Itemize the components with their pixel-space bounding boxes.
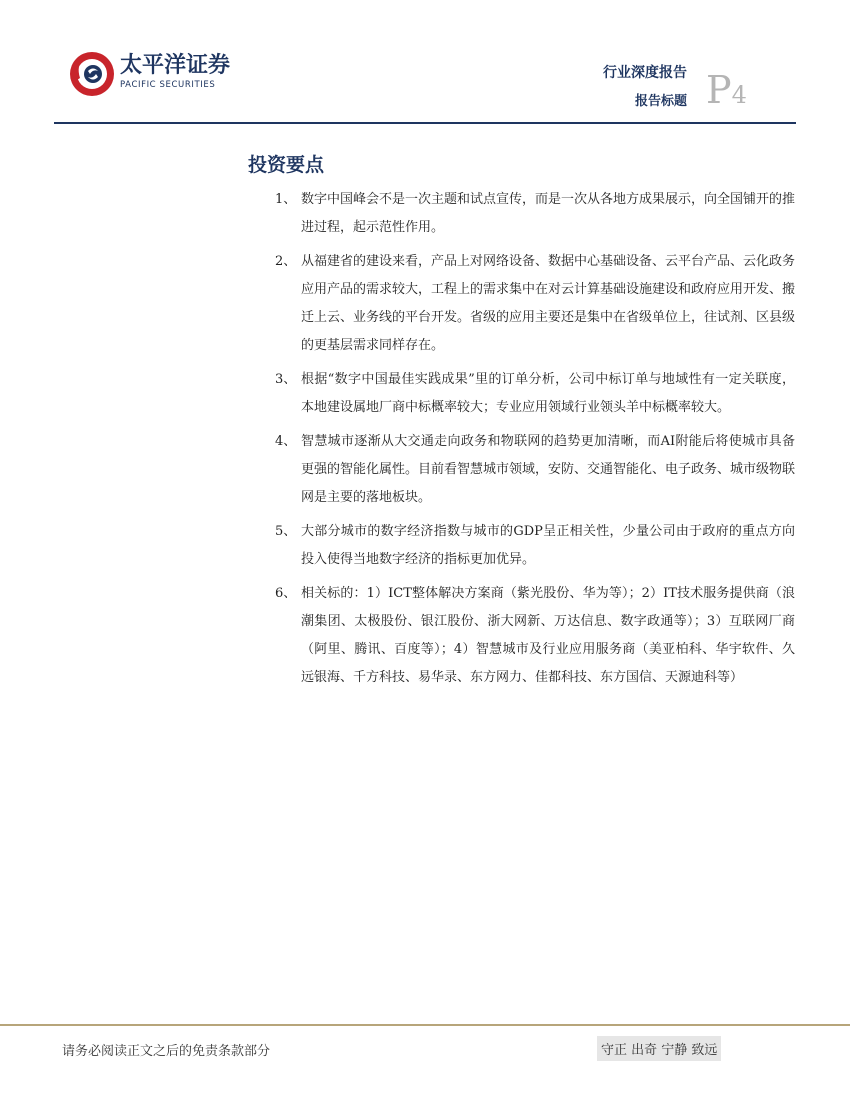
- page-number: [706, 68, 747, 112]
- page-prefix: P: [706, 68, 732, 112]
- company-motto: 守正 出奇 宁静 致远: [597, 1036, 721, 1061]
- list-item: [275, 518, 795, 574]
- report-title: 报告标题: [634, 94, 687, 109]
- footer-divider: [0, 1024, 850, 1026]
- brand-name-en: PACIFIC SECURITIES: [120, 80, 216, 90]
- item-text: 大部分城市的数字经济指数与城市的GDP呈正相关性，少量公司由于政府的重点方向投入使得当地数字经济的指标更加优异。: [301, 524, 795, 567]
- brand-name-cn: 太平洋证券: [120, 53, 231, 78]
- disclaimer-note: 请务必阅读正文之后的免责条款部分: [62, 1044, 271, 1059]
- item-number: 4、: [275, 434, 297, 449]
- item-text: 从福建省的建设来看，产品上对网络设备、数据中心基础设备、云平台产品、云化政务应用产品的需求较大，工程上的需求集中在对云计算基础设施建设和政府应用开发、搬迁上云、业务线的平台开发。省级的应用主要还是集中在省级单位上，往试剂、区县级的更基层需求同样存在。: [301, 254, 796, 353]
- item-number: 1、: [275, 192, 297, 207]
- list-item: [275, 366, 795, 422]
- pacific-securities-logo-icon: [62, 44, 118, 100]
- item-text: 数字中国峰会不是一次主题和试点宣传，而是一次从各地方成果展示，向全国铺开的推进过程，起示范性作用。: [301, 192, 796, 235]
- item-number: 2、: [275, 254, 297, 269]
- item-text: 根据“数字中国最佳实践成果”里的订单分析，公司中标订单与地域性有一定关联度，本地建设属地厂商中标概率较大；专业应用领域行业领头羊中标概率较大。: [301, 372, 795, 415]
- page-number-value: 4: [731, 81, 747, 109]
- item-text: 相关标的：1）ICT整体解决方案商（紫光股份、华为等）；2）IT技术服务提供商（浪潮集团、太极股份、银江股份、浙大网新、万达信息、数字政通等）；3）互联网厂商（阿里、腾讯、百度等）；4）智慧城市及行业应用服务商（美亚柏科、华宇软件、久远银海、千方科技、易华录、东方网力、佳都科技、东方国信、天源迪科等）: [301, 586, 795, 685]
- list-item: [275, 186, 795, 242]
- header-divider: [54, 122, 796, 124]
- item-text: 智慧城市逐渐从大交通走向政务和物联网的趋势更加清晰，而AI附能后将使城市具备更强的智能化属性。目前看智慧城市领域，安防、交通智能化、电子政务、城市级物联网是主要的落地板块。: [301, 434, 796, 505]
- list-item: [275, 248, 795, 360]
- item-number: 5、: [275, 524, 297, 539]
- section-title: 投资要点: [248, 154, 325, 176]
- list-item: [275, 580, 795, 692]
- report-type: 行业深度报告: [603, 65, 687, 81]
- list-item: [275, 428, 795, 512]
- investment-points-list: [275, 186, 795, 698]
- item-number: 3、: [275, 372, 297, 387]
- item-number: 6、: [275, 586, 297, 601]
- company-logo: [62, 44, 252, 104]
